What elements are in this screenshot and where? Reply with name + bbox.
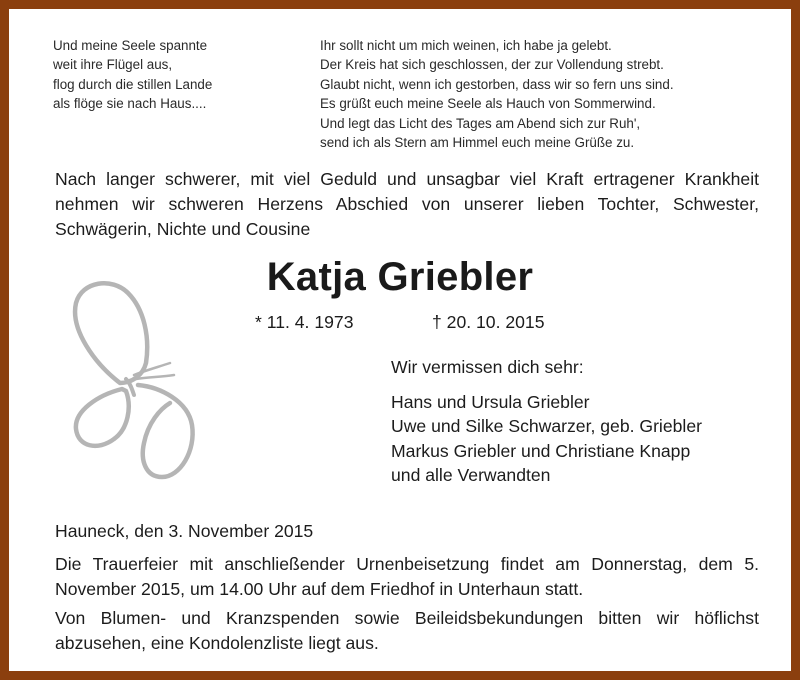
- poem-line: send ich als Stern am Himmel euch meine Grüße zu.: [320, 135, 635, 151]
- funeral-info: Die Trauerfeier mit anschließender Urnenbeisetzung findet am Donnerstag, dem 5. November 2015, um 14.00 Uhr auf dem Friedhof in Unterhaun statt.: [55, 554, 759, 599]
- mourner-line: und alle Verwandten: [391, 465, 551, 485]
- mourner-line: Hans und Ursula Griebler: [391, 391, 590, 412]
- poem-line: Und meine Seele spannte: [53, 38, 208, 53]
- poem-left: [53, 36, 293, 114]
- poem-line: flog durch die stillen Lande: [53, 76, 213, 92]
- flowers-note: Von Blumen- und Kranzspenden sowie Beileidsbekundungen bitten wir höflichst abzusehen, eine Kondolenzliste liegt aus.: [55, 608, 759, 653]
- mourners-header: Wir vermissen dich sehr:: [391, 357, 584, 377]
- poem-line: Glaubt nicht, wenn ich gestorben, dass wir so fern uns sind.: [320, 76, 674, 92]
- poem-right: [320, 36, 740, 152]
- intro-paragraph: Nach langer schwerer, mit viel Geduld und unsagbar viel Kraft ertragener Krankheit nehmen wir schweren Herzens Abschied von unserer lieben Tochter, Schwester, Schwägerin, Nichte und Cousine: [55, 169, 759, 239]
- deceased-name: Katja Griebler: [266, 255, 534, 299]
- death-date: † 20. 10. 2015: [432, 312, 545, 332]
- mourner-line: Markus Griebler und Christiane Knapp: [391, 440, 691, 461]
- mourners-block: [391, 355, 771, 488]
- poem-line: Der Kreis hat sich geschlossen, der zur Vollendung strebt.: [320, 57, 664, 73]
- birth-date: * 11. 4. 1973: [255, 312, 354, 332]
- poem-line: Ihr sollt nicht um mich weinen, ich habe ja gelebt.: [320, 38, 612, 53]
- poem-line: weit ihre Flügel aus,: [53, 57, 173, 73]
- poem-line: Und legt das Licht des Tages am Abend sich zur Ruh',: [320, 115, 641, 131]
- poem-line: Es grüßt euch meine Seele als Hauch von Sommerwind.: [320, 96, 656, 112]
- poem-line: als flöge sie nach Haus....: [53, 96, 207, 112]
- butterfly-icon: [64, 271, 224, 491]
- mourner-line: Uwe und Silke Schwarzer, geb. Griebler: [391, 416, 702, 436]
- place-date: Hauneck, den 3. November 2015: [55, 521, 314, 541]
